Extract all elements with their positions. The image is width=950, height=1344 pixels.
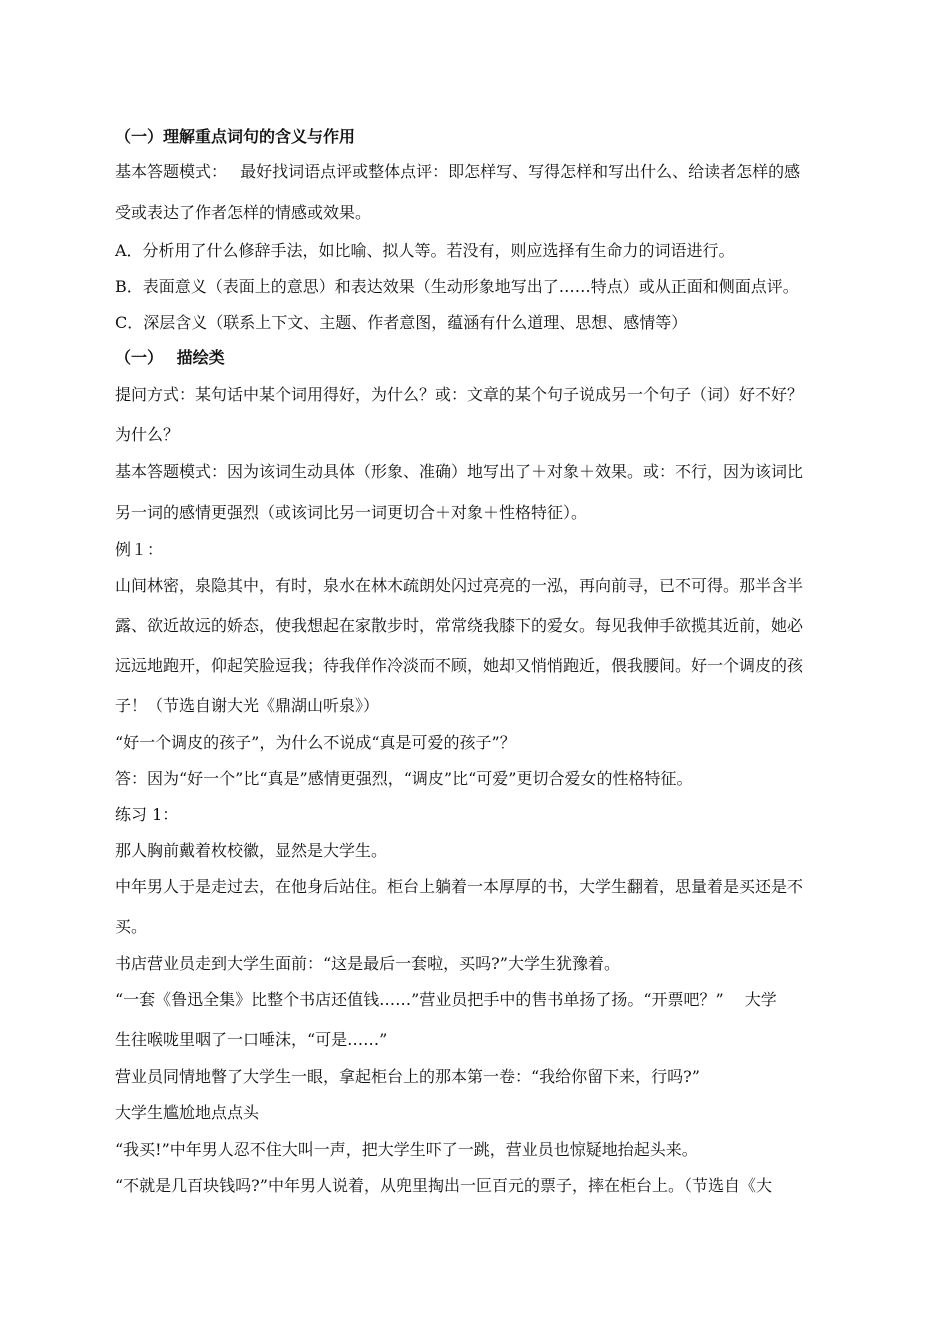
section-title: （一）理解重点词句的含义与作用 xyxy=(115,127,356,146)
question-mode: 提问方式：某句话中某个词用得好，为什么？或：文章的某个句子说成另一个句子（词）好不好？ xyxy=(115,385,804,404)
example-paragraph-line: 子！（节选自谢大光《鼎湖山听泉》） xyxy=(115,696,380,715)
example-paragraph-line: 露、欲近故远的娇态，使我想起在家散步时，常常绕我膝下的爱女。每见我伸手欲揽其近前，她必 xyxy=(115,616,804,635)
example-answer: 答：因为“好一个”比“真是”感情更强烈，“调皮”比“可爱”更切合爱女的性格特征。 xyxy=(115,769,693,788)
practice-paragraph: “不就是几百块钱吗?”中年男人说着，从兜里掏出一叵百元的票子，摔在柜台上。（节选自《大 xyxy=(115,1176,772,1195)
practice-paragraph: “一套《鲁迅全集》比整个书店还值钱……”营业员把手中的售书单扬了扬。“开票吧？” 大学 xyxy=(115,990,777,1009)
practice-paragraph-cont: 买。 xyxy=(115,917,148,936)
basic-mode-paragraph: 基本答题模式： 最好找词语点评或整体点评：即怎样写、写得怎样和写出什么、给读者怎样的感 xyxy=(115,162,801,181)
basic-mode-paragraph-cont: 受或表达了作者怎样的情感或效果。 xyxy=(115,203,372,222)
example-paragraph-line: 远远地跑开，仰起笑脸逗我；待我佯作冷淡而不顾，她却又悄悄跑近，偎我腰间。好一个调皮的孩 xyxy=(115,656,804,675)
practice-paragraph-cont: 生往喉咙里咽了一口唾沫，“可是……” xyxy=(115,1030,388,1049)
question-mode-cont: 为什么？ xyxy=(115,425,180,444)
practice-paragraph: 营业员同情地瞥了大学生一眼，拿起柜台上的那本第一卷：“我给你留下来，行吗?” xyxy=(115,1067,700,1086)
example-paragraph-line: 山间林密，泉隐其中，有时，泉水在林木疏朗处闪过亮亮的一泓，再向前寻，已不可得。那半含半 xyxy=(115,576,804,595)
practice-paragraph: 中年男人于是走过去，在他身后站住。柜台上躺着一本厚厚的书，大学生翻着，思量着是买还是不 xyxy=(115,877,804,896)
basic-mode-2-cont: 另一词的感情更强烈（或该词比另一词更切合＋对象＋性格特征）。 xyxy=(115,503,588,522)
practice-paragraph: 大学生尴尬地点点头 xyxy=(115,1103,260,1122)
point-b: B．表面意义（表面上的意思）和表达效果（生动形象地写出了……特点）或从正面和侧面点评。 xyxy=(115,277,799,296)
practice-paragraph: 书店营业员走到大学生面前：“这是最后一套啦，买吗?”大学生犹豫着。 xyxy=(115,954,620,973)
point-c: C．深层含义（联系上下文、主题、作者意图，蕴涵有什么道理、思想、感情等） xyxy=(115,313,688,332)
practice-paragraph: “我买!”中年男人忍不住大叫一声，把大学生吓了一跳，营业员也惊疑地抬起头来。 xyxy=(115,1140,698,1159)
point-a: A．分析用了什么修辞手法，如比喻、拟人等。若没有，则应选择有生命力的词语进行。 xyxy=(115,241,735,260)
subsection-title: （一） 描绘类 xyxy=(115,348,225,367)
basic-mode-2: 基本答题模式：因为该词生动具体（形象、准确）地写出了＋对象＋效果。或：不行，因为该词比 xyxy=(115,462,804,481)
practice-label: 练习 1： xyxy=(115,805,179,824)
practice-paragraph: 那人胸前戴着枚校徽，显然是大学生。 xyxy=(115,841,388,860)
example-question: “好一个调皮的孩子”，为什么不说成“真是可爱的孩子”？ xyxy=(115,733,516,752)
example-label: 例１： xyxy=(115,540,164,559)
